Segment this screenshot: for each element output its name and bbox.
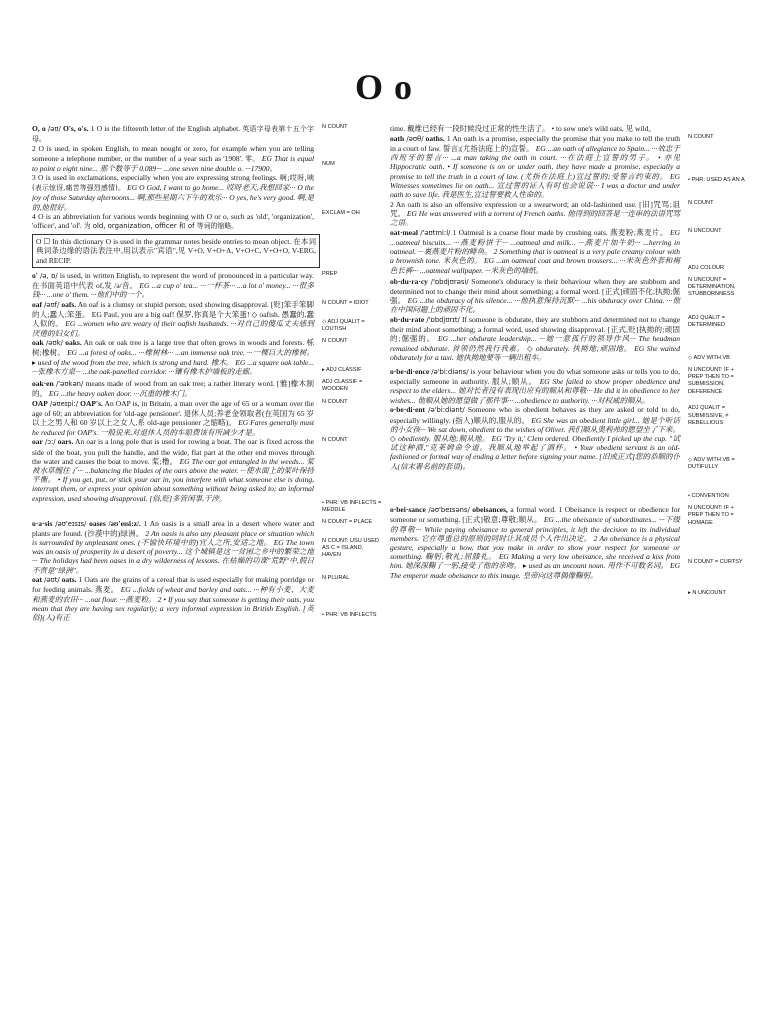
dictionary-entry bbox=[32, 124, 382, 231]
sense-text: 4 O is an abbreviation for various words beginning with O or o, such as 'old', 'organization', 'officer', and 'of'. bbox=[32, 211, 314, 231]
pronunciation: /əʊ'eɪsɪs/ bbox=[55, 519, 87, 528]
pronunciation: /əʊk/ bbox=[46, 339, 63, 348]
entry-example: EG ...her obdurate leadership... ···她一意孤行的领导作风··· The headman remained obdurate. 首领仍然我行我素。 ◇ obdurately. 执拗地;顽固地。 EG She waited obdurately for a taxi. 她执拗地要等一辆出租车。 bbox=[390, 334, 681, 362]
grammar-notes bbox=[688, 367, 750, 405]
grammar-note: N COUNT bbox=[322, 399, 348, 406]
grammar-note: N COUNT bbox=[322, 437, 348, 444]
sense-example: EG O God, I want to go home... 哎呀老天,我想回家··· O the joy of those Saturday afternoons... 啊,那些星期六下午的欢乐··· O yes, he's very good. 啊,是的,他很好。 bbox=[32, 183, 314, 212]
entry-example: EG ...women who are weary of their oafish husbands. ···对自己的傻瓜丈夫感到厌倦的妇女们。 bbox=[32, 319, 315, 338]
grammar-note: N COUNT bbox=[322, 338, 348, 345]
entry-example: EG She failed to show proper obedience and respect to the elders... 她对长者没有表现出应有的顺从和尊敬··· He did it in obedience to her wishes... 他顺从她的愿望做了那件事··· ...obedience to authority. ···对权威的顺从。 bbox=[390, 377, 681, 405]
sense-translation: 为 old, organization, officer 和 of 等词的缩略。 bbox=[83, 222, 239, 231]
grammar-note: ◇ ADV WITH VB = DUTIFULLY bbox=[688, 456, 735, 471]
dictionary-entry bbox=[390, 200, 750, 228]
page-title: O o bbox=[354, 67, 413, 107]
grammar-notes bbox=[322, 575, 382, 623]
entry-text: is your behaviour when you do what someone asks or tells you to do, especially someone in authority. 服从;顺从。 bbox=[390, 367, 680, 387]
sense-translation: 零。 bbox=[245, 154, 260, 163]
grammar-note: N COUNT = PLACE bbox=[322, 518, 373, 525]
sense-example: EG That is equal to point o eight nine... 那个数等于 0.089··· ...one seven nine double o. ···17900。 bbox=[32, 153, 315, 173]
entry-example: 2 An oasis is also any pleasant place or situation which is surrounded by unpleasant ones. (不愉快环境中的)宜人之所,安适之地。 EG The town was an oasis of prosperity in a desert of poverty... 这个城镇是这一贫困之乡中的繁荣之地··· The holidays had been oases in a dry wilderness of lessons. 在枯燥的功课"荒野"中,假日不啻是"绿洲"。 bbox=[32, 528, 314, 575]
grammar-note: ◇ ADV WITH VB bbox=[688, 355, 730, 362]
entry-example: EG ...the obduracy of his silence... ···他执意保持沉默··· ...his obduracy over China. ···他在中国问题上的顽固不化。 bbox=[390, 296, 681, 315]
entry-text: 1 An oath is a promise, especially the promise that you make to tell the truth in a court of law. 誓言;(尤指法庭上的)宣誓。 bbox=[390, 133, 681, 153]
pronunciation: /'əʊkən/ bbox=[55, 380, 84, 389]
pronunciation: /əʊeɪpi:/ bbox=[49, 400, 79, 409]
entry-text: is used, in written English, to represent the word of pronounced in a particular way. 在书面英语中代表 of,发 /ə/音。 bbox=[32, 270, 314, 291]
pronunciation: /əʊ'beɪsəns/ bbox=[428, 506, 470, 515]
entry-text: 1 Oats are the grains of a cereal that is used especially for making porridge or for feeding animals. 燕麦。 bbox=[32, 575, 315, 595]
pronunciation: /'ɒbdjʊrɪt/ bbox=[426, 315, 460, 324]
dictionary-entry bbox=[32, 575, 382, 623]
grammar-note: EXCLAM = OH bbox=[322, 210, 360, 217]
entry-text: 2 An oath is also an offensive expression or a swearword; an old-fashioned use. [旧]咒骂;诅咒。 bbox=[390, 199, 680, 218]
headword: O, o bbox=[32, 124, 46, 133]
entry-text: time. 戴维已经有一段时候没过正常的性生活了。 • to sow one's wild oats, 见 wild。 bbox=[390, 124, 656, 133]
entry-example: EG ...oatmeal biscuits... ···燕麦粉饼干··· ...oatmeal and milk... ···燕麦片加牛奶··· ...herring in oatmeal. ···裹燕麦片粉的鲱鱼。 2 Something that is oatmeal is a very pale creamy colour with a brownish tone. 米灰色的。 EG ...an oatmeal coat and brown trousers... ···米灰色外套和褐色长裤··· ...oatmeal wallpaper. ···米灰色的墙纸。 bbox=[390, 227, 681, 275]
entry-example: EG ...the obeisance of subordinates... ···下级的尊敬··· While paying obeisance to general principles, it left the decision to its individual members. 它在尊重总的原则的同时让其成员个人作出决定。 2 An obeisance is a physical gesture, especially a bow, that you make in order to show your respect for someone or something. 鞠躬;敬礼;屈膝礼。 EG Making a very low obeisance, she received a kiss from him. 她深深鞠了一躬,接受了他的亲吻。 ▸ used as an uncount noun. 用作不可数名词。 EG The emperor made obeisance to this image. 皇帝向这尊偶像鞠躬。 bbox=[390, 515, 681, 580]
entry-example: EG ...an oath of allegiance to Spain... ···效忠于西班牙的誓言··· ...a man taking the oath in court. ···在法庭上宣誓的男子。 • 亦见 Hippocratic oath. • If someone is on or under oath, they have made a promise, especially a promise to tell the truth in a court of law. (尤指在法庭上)宣过誓的;受誓言约束的。 EG Witnesses sometimes lie on oath... 宣过誓的证人有时也会说谎··· I was a doctor and under oath to save life. 我是医生,宣过誓要救人性命的。 bbox=[390, 143, 681, 199]
inflections: O's, o's. bbox=[63, 124, 89, 133]
entry-text: Someone who is obedient behaves as they are asked or told to do, especially willingly. (指人)顺从的,服从的。 bbox=[390, 405, 681, 425]
grammar-note: ADJ COLOUR bbox=[688, 264, 725, 271]
left-column bbox=[32, 124, 382, 1020]
grammar-notes bbox=[322, 300, 382, 338]
dictionary-entry bbox=[32, 338, 382, 378]
grammar-note: • PHR: USED AS AN A bbox=[688, 176, 745, 183]
sense-translation: 英语字母表第十五个字母。 bbox=[32, 125, 315, 144]
dictionary-entry bbox=[32, 399, 382, 437]
grammar-note: N COUNT: USU USED AS C = ISLAND, HAVEN bbox=[322, 537, 379, 559]
grammar-notes bbox=[688, 505, 750, 601]
right-column bbox=[390, 124, 750, 1020]
sense-translation: 啊;哎呀,咦(表示惊讶,痛苦等强烈感情)。 bbox=[32, 174, 314, 193]
grammar-note: ADJ CLASSIF = WOODEN bbox=[322, 379, 363, 393]
headword: oat bbox=[32, 575, 42, 585]
headword: o·be·di·ence bbox=[390, 367, 430, 377]
pronunciation: /ə, ɒ/ bbox=[40, 271, 58, 280]
entry-text: Someone's obduracy is their behaviour when they are stubborn and determined not to change their mind about something; a formal word. [正式]顽固不化;执拗;倔强。 bbox=[390, 276, 681, 306]
grammar-note: NUM bbox=[322, 161, 335, 168]
inflections: OAP's. bbox=[80, 399, 103, 409]
pronunciation: /əʊt/ bbox=[44, 576, 60, 585]
grammar-note: N PLURAL bbox=[322, 575, 350, 582]
inflections: oaths. bbox=[425, 133, 445, 143]
grammar-notes bbox=[688, 134, 750, 199]
inflections: oafs. bbox=[61, 299, 77, 309]
inflections: obeisances, bbox=[472, 505, 508, 515]
grammar-notes bbox=[688, 228, 750, 276]
grammar-note: ▸ ADJ CLASSIF bbox=[322, 367, 362, 374]
sense-text: 3 O is used in exclamations, especially when you are expressing strong feelings. bbox=[32, 173, 278, 183]
grammar-notes bbox=[322, 379, 382, 398]
entry-text: An oak or oak tree is a large tree that often grows in woods and forests. 栎树;橡树。 bbox=[32, 338, 315, 358]
grammar-note: N COUNT bbox=[688, 199, 714, 206]
grammar-note: • CONVENTION bbox=[688, 493, 729, 500]
pronunciation: /ə'bi:diəns/ bbox=[431, 368, 469, 377]
grammar-note: N UNCOUNT: IF + PREP THEN TO = SUBMISSION, DEFERENCE bbox=[688, 367, 734, 395]
entry-example: EG ...a forest of oaks... ···橡树林··· ...an immense oak tree. ···一棵巨大的橡树。 ▸ used of the wood from the tree, which is strong and hard. 橡木。 EG ...a square oak table... ···张橡木方桌··· ...the oak-panelled corridor. ···镶有橡木护墙板的走廊。 bbox=[32, 348, 315, 376]
entry-text: means made of wood from an oak tree; a rather literary word. [雅]橡木制的。 bbox=[32, 379, 314, 399]
pronunciation: /'əʊtmi:l/ bbox=[420, 228, 451, 237]
grammar-note: N COUNT = CURTSY bbox=[688, 558, 743, 565]
entry-text: 1 An oasis is a small area in a desert where water and plants are found. (沙漠中的)绿洲。 bbox=[32, 518, 315, 538]
grammar-note: N UNCOUNT: IF + PREP THEN TO = HOMAGE bbox=[688, 505, 734, 526]
grammar-notes bbox=[688, 124, 750, 133]
entry-text: An oar is a long pole that is used for rowing a boat. The oar is fixed across the side of the boat, you pull the handle, and the wide, flat part at the other end moves through the water and causes the boat to move. 桨;橹。 bbox=[32, 437, 315, 466]
dictionary-entry bbox=[390, 367, 750, 405]
grammar-note: PREP bbox=[322, 270, 338, 277]
grammar-notes bbox=[322, 519, 382, 575]
headword: ob·du·ra·cy bbox=[390, 276, 428, 286]
dictionary-entry bbox=[390, 124, 750, 133]
headword: OAP bbox=[32, 399, 48, 409]
dictionary-entry bbox=[390, 277, 750, 315]
entry-example: EG The oar got entangled in the weeds... 桨被水草缠住了··· ...balancing the blades of the oars above the water. ···使水面上的桨叶保持平衡。 • If you get, put, or stick your oar in, you interfere with what someone else is doing, interrupt them, or express your opinion about something without being asked to; an informal expression, used showing disapproval. [俗,贬]多管闲事,干涉。 bbox=[32, 456, 314, 503]
dictionary-entry bbox=[390, 228, 750, 276]
headword: o' bbox=[32, 270, 38, 280]
sense-text: 1 O is the fifteenth letter of the English alphabet. bbox=[90, 124, 241, 133]
grammar-note: • PHR: VB INFLECTS bbox=[322, 612, 377, 619]
headword: oath bbox=[390, 133, 405, 143]
dictionary-entry bbox=[32, 379, 382, 398]
entry-text: If someone is obdurate, they are stubborn and determined not to change their mind about something; a formal word, used showing disapproval. [正式,贬]执拗的;顽固的;倔强的。 bbox=[390, 314, 681, 344]
entry-example: EG She was an obedient little girl... 她是个听话的小女孩··· We sat down, obedient to the wishes of Oliver. 我们顺从奥利弗的愿望坐了下来。 ◇ obediently. 服从地;顺从地。 EG 'Try it,' Clem ordered. Obediently I picked up the cup. "试试这种酒,"克莱姆命令道。我顺从地举起了酒杯。 • Your obedient servant is an old-fashioned or formal way of ending a letter before signing your name. [旧或正式]您的恭顺的仆人(信末署名前的套语)。 bbox=[390, 415, 681, 471]
grammar-notes bbox=[688, 200, 750, 228]
grammar-notes bbox=[688, 405, 750, 504]
entry-text: a formal word. 1 Obeisance is respect or obedience for someone or something. [正式]敬意;尊敬;顺从。 bbox=[390, 505, 681, 525]
pronunciation: /'ɒbdjʊrəsi/ bbox=[430, 277, 469, 286]
dictionary-entry bbox=[390, 505, 750, 601]
grammar-note: ▸ N UNCOUNT bbox=[688, 589, 726, 596]
grammar-note: N UNCOUNT = DETERMINATION, STUBBORNNESS bbox=[688, 276, 736, 298]
entry-example: EG ...the heavy oaken door. ···沉重的橡木门。 bbox=[48, 389, 192, 399]
grammar-note: ADJ QUALIT = SUBMISSIVE, ≠ REBELLIOUS bbox=[688, 405, 729, 426]
inflections: oats. bbox=[61, 575, 77, 585]
entry-text: 1 Oatmeal is a coarse flour made by crushing oats. 燕麦粉;燕麦片。 bbox=[452, 227, 668, 237]
headword: oaf bbox=[32, 299, 42, 309]
pronunciation: /ɔ:/ bbox=[44, 438, 56, 447]
headword: o·be·di·ent bbox=[390, 405, 426, 415]
grammar-notes bbox=[322, 338, 382, 378]
pronunciation: /ə'bi:diənt/ bbox=[428, 406, 465, 415]
dictionary-entry bbox=[390, 134, 750, 199]
sense-text: 2 O is used, in spoken English, to mean nought or zero, for example when you are telling someone a telephone number, or the number of a year such as '1908'. bbox=[32, 144, 314, 163]
entry-example: EG ...fields of wheat and barley and oats... ···种有小麦、大麦和燕麦的农田··· ...oat flour. ···燕麦粉。 2 • If you say that someone is getting their oats, you mean that they are having sex regularly; a very informal expression in British English. [英俗](人)有正 bbox=[32, 585, 315, 623]
headword: o·bei·sance bbox=[390, 505, 426, 515]
inflections: oaks. bbox=[65, 338, 82, 348]
grammar-note: N UNCOUNT bbox=[688, 227, 722, 234]
grammar-note: ◇ ADJ QUALIT = LOUTISH bbox=[322, 319, 365, 333]
inflections: oases /əʊ'eɪsi:z/. bbox=[89, 518, 141, 528]
headword: o·a·sis bbox=[32, 518, 53, 528]
entry-text: An OAP is, in Britain, a man over the age of 65 or a woman over the age of 60; an abbreviation for 'old-age pensioner'. 退休人员;养老金领取者(在英国为 65 岁以上之男人和 60 岁以上之女人,系 old-age pensioner 之缩略)。 bbox=[32, 399, 315, 428]
grammar-note: N COUNT bbox=[688, 133, 714, 140]
grammar-note: ADJ QUALIT = DETERMINED bbox=[688, 314, 726, 329]
grammar-notes bbox=[322, 437, 382, 518]
grammar-note: N COUNT = IDIOT bbox=[322, 299, 369, 306]
pronunciation: /əʊ/ bbox=[47, 125, 61, 133]
grammar-notes bbox=[322, 399, 382, 437]
pronunciation: /əʊθ/ bbox=[406, 134, 424, 143]
headword: oak·en bbox=[32, 379, 54, 389]
dictionary-entry bbox=[32, 519, 382, 575]
dictionary-entry bbox=[32, 300, 382, 338]
grammar-note: • PHR: VB INFLECTS = MEDDLE bbox=[322, 499, 382, 513]
entry-text: An oaf is a clumsy or stupid person; used showing disapproval. [贬]笨手笨脚的人;蠢人;笨蛋。 EG Paul, you are a big oaf! 保罗,你真是个大笨蛋! ◇ oafish. 愚蠢的,蠢人似的。 bbox=[32, 299, 315, 329]
headword: ob·du·rate bbox=[390, 314, 425, 324]
entry-example: EG He was answered with a torrent of French oaths. 他得到的回答是一连串的法语咒骂之语。 bbox=[390, 208, 680, 228]
headword: oat·meal bbox=[390, 227, 418, 237]
entry-example: EG ...a cup o' tea... ···一杯茶··· ...a lot o' money... ···很多钱··· ...one o' them. ···他们中的一个。 bbox=[32, 281, 314, 300]
grammar-notes bbox=[688, 315, 750, 367]
grammar-notes bbox=[688, 277, 750, 315]
dictionary-entry bbox=[390, 405, 750, 504]
grammar-note-box: O ☐ In this dictionary O is used in the grammar notes beside entries to mean object. 在本词典词条边缘的语法表注中,用以表示"宾语",见 V+O, V+O+A, V+O+C, V+O+O, V-ERG, and RECIP. bbox=[32, 234, 320, 268]
pronunciation: /əʊf/ bbox=[43, 300, 60, 309]
headword: oar bbox=[32, 437, 43, 447]
entry-example: EG Fares generally must be reduced for OAP's. 一般说来,对退休人员的车船费该有所减少才是。 bbox=[32, 418, 314, 437]
headword: oak bbox=[32, 338, 44, 348]
grammar-notes bbox=[322, 271, 382, 300]
inflections: oars. bbox=[57, 437, 74, 447]
dictionary-entry bbox=[32, 271, 382, 300]
dictionary-entry bbox=[32, 437, 382, 518]
grammar-notes bbox=[322, 124, 382, 231]
dictionary-entry bbox=[390, 315, 750, 367]
grammar-note: N COUNT bbox=[322, 124, 348, 130]
